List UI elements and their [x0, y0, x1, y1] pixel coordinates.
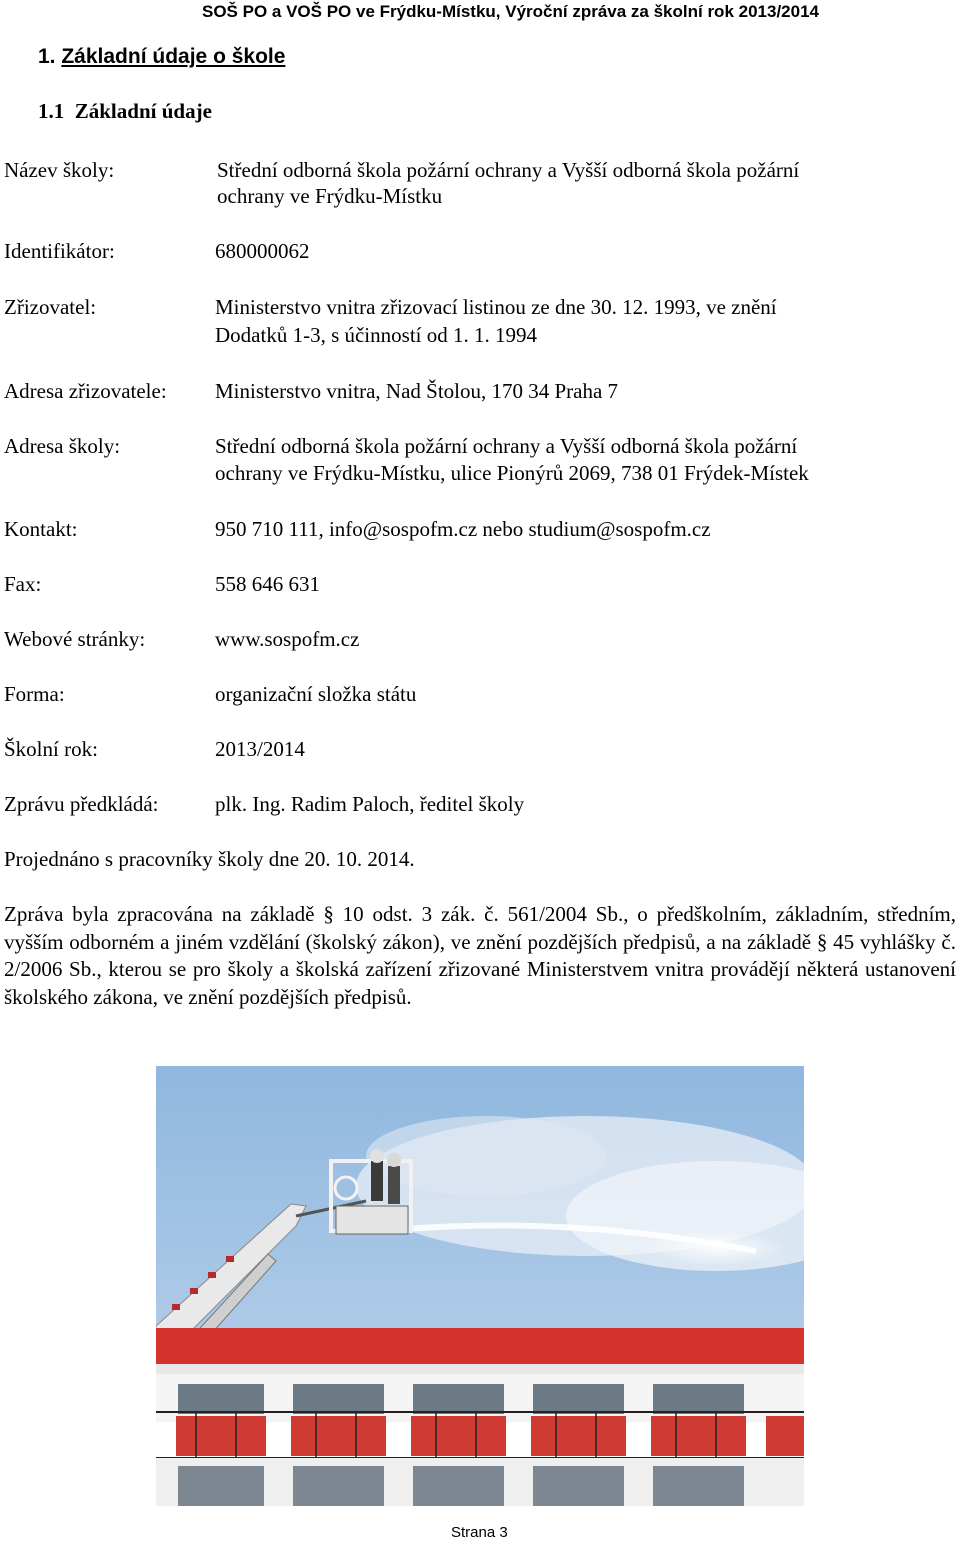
label-forma: Forma:: [4, 682, 65, 706]
page-number: Strana 3: [451, 1524, 508, 1541]
subsection-title: Základní údaje: [74, 99, 212, 123]
value-zrizovatel-line1: Ministerstvo vnitra zřizovací listinou ze dne 30. 12. 1993, ve znění: [215, 295, 777, 319]
value-skolni-rok: 2013/2014: [215, 737, 305, 761]
label-adresa-skoly: Adresa školy:: [4, 434, 121, 458]
subsection-heading: [38, 99, 212, 124]
label-adresa-zrizovatele: Adresa zřizovatele:: [4, 379, 167, 403]
value-web: www.sospofm.cz: [215, 627, 360, 651]
label-identifikator: Identifikátor:: [4, 239, 115, 263]
value-kontakt: 950 710 111, info@sospofm.cz nebo studium@sospofm.cz: [215, 517, 711, 541]
value-predklada: plk. Ing. Radim Paloch, ředitel školy: [215, 792, 525, 816]
value-adresa-skoly-line2: ochrany ve Frýdku-Místku, ulice Pionýrů 2069, 738 01 Frýdek-Místek: [215, 461, 809, 485]
value-forma: organizační složka státu: [215, 682, 417, 706]
value-nazev-line2: ochrany ve Frýdku-Místku: [217, 184, 443, 208]
fire-truck-ladder-photo: [156, 1066, 804, 1506]
section-heading: [38, 45, 285, 69]
label-nazev: Název školy:: [4, 158, 115, 182]
value-identifikator: 680000062: [215, 239, 310, 263]
section-number: 1.: [38, 45, 56, 68]
section-title: Základní údaje o škole: [61, 45, 286, 68]
projednano-line: Projednáno s pracovníky školy dne 20. 10. 2014.: [4, 847, 415, 871]
label-web: Webové stránky:: [4, 627, 146, 651]
label-predklada: Zprávu předkládá:: [4, 792, 159, 816]
label-kontakt: Kontakt:: [4, 517, 78, 541]
label-fax: Fax:: [4, 572, 42, 596]
legal-basis-paragraph: Zpráva byla zpracována na základě § 10 odst. 3 zák. č. 561/2004 Sb., o předškolním, základním, středním, vyšším odborném a jiném vzdělání (školský zákon), ve znění pozdějších předpisů, a na základě § 45 vyhlášky č. 2/2006 Sb., kterou se pro školy a školská zařízení zřizované Ministerstvem vnitra provádějí některá ustanovení školského zákona, ve znění pozdějších předpisů.: [4, 902, 956, 1009]
value-zrizovatel-line2: Dodatků 1-3, s účinností od 1. 1. 1994: [215, 323, 537, 347]
value-adresa-skoly-line1: Střední odborná škola požární ochrany a Vyšší odborná škola požární: [215, 434, 798, 458]
label-skolni-rok: Školní rok:: [4, 737, 98, 761]
subsection-number: 1.1: [38, 99, 65, 123]
value-adresa-zrizovatele: Ministerstvo vnitra, Nad Štolou, 170 34 Praha 7: [215, 379, 619, 403]
running-header: SOŠ PO a VOŠ PO ve Frýdku-Místku, Výroční zpráva za školní rok 2013/2014: [202, 2, 819, 21]
value-nazev-line1: Střední odborná škola požární ochrany a Vyšší odborná škola požární: [217, 158, 800, 182]
value-fax: 558 646 631: [215, 572, 320, 596]
label-zrizovatel: Zřizovatel:: [4, 295, 97, 319]
